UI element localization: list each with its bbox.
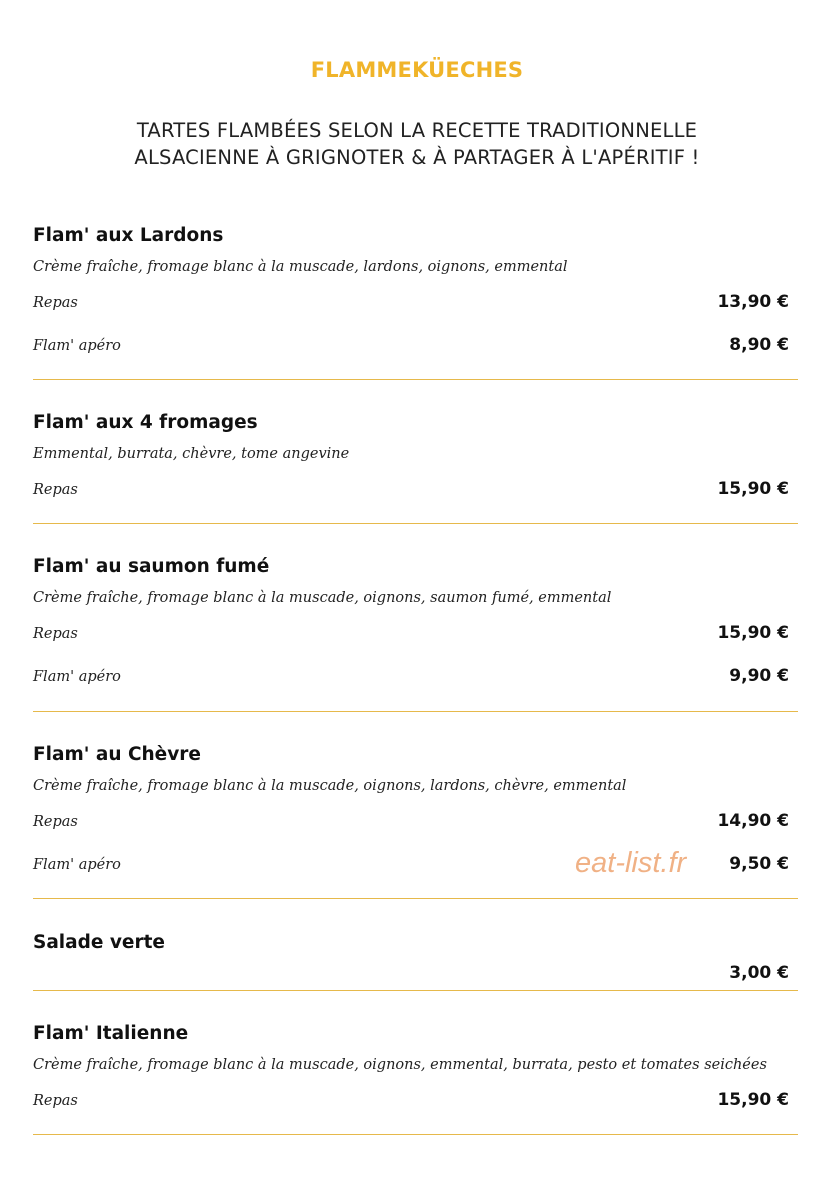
price-value: 15,90 € bbox=[717, 1090, 789, 1110]
item-description: Crème fraîche, fromage blanc à la muscade, oignons, saumon fumé, emmental bbox=[33, 590, 612, 606]
price-row bbox=[33, 335, 798, 362]
price-row bbox=[33, 623, 798, 650]
item-description: Crème fraîche, fromage blanc à la muscade, lardons, oignons, emmental bbox=[33, 259, 568, 275]
price-value: 14,90 € bbox=[717, 811, 789, 831]
price-row bbox=[33, 292, 798, 319]
page-subtitle bbox=[0, 117, 834, 171]
price-row bbox=[33, 666, 798, 693]
page-title: FLAMMEKÜECHES bbox=[310, 58, 524, 82]
menu-item bbox=[33, 412, 798, 524]
price-value: 13,90 € bbox=[717, 292, 789, 312]
price-row bbox=[33, 479, 798, 506]
item-name: Flam' aux 4 fromages bbox=[33, 412, 258, 433]
price-value: 9,90 € bbox=[729, 666, 789, 686]
item-name: Salade verte bbox=[33, 932, 165, 953]
item-description: Emmental, burrata, chèvre, tome angevine bbox=[33, 446, 350, 462]
menu-item bbox=[33, 932, 798, 991]
price-label: Repas bbox=[33, 295, 78, 311]
price-label: Flam' apéro bbox=[33, 338, 121, 354]
price-row bbox=[33, 811, 798, 838]
price-label: Repas bbox=[33, 626, 78, 642]
price-label: Flam' apéro bbox=[33, 669, 121, 685]
subtitle-line-1: TARTES FLAMBÉES SELON LA RECETTE TRADITIONNELLE bbox=[136, 119, 698, 142]
item-name: Flam' au saumon fumé bbox=[33, 556, 270, 577]
price-label: Repas bbox=[33, 1093, 78, 1109]
menu-item bbox=[33, 1023, 798, 1135]
price-value: 8,90 € bbox=[729, 335, 789, 355]
price-value: 15,90 € bbox=[717, 623, 789, 643]
subtitle-line-2: ALSACIENNE À GRIGNOTER & À PARTAGER À L'APÉRITIF ! bbox=[134, 146, 700, 169]
price-label: Repas bbox=[33, 482, 78, 498]
price-value: 15,90 € bbox=[717, 479, 789, 499]
price-value: 9,50 € bbox=[729, 854, 789, 874]
price-row bbox=[33, 1090, 798, 1117]
menu-item bbox=[33, 556, 798, 712]
item-name: Flam' au Chèvre bbox=[33, 744, 201, 765]
item-name: Flam' Italienne bbox=[33, 1023, 189, 1044]
price-label: Flam' apéro bbox=[33, 857, 121, 873]
watermark: eat-list.fr bbox=[575, 847, 687, 879]
price-row bbox=[33, 963, 798, 990]
price-value: 3,00 € bbox=[729, 963, 789, 983]
item-name: Flam' aux Lardons bbox=[33, 225, 224, 246]
price-label: Repas bbox=[33, 814, 78, 830]
item-description: Crème fraîche, fromage blanc à la muscade, oignons, lardons, chèvre, emmental bbox=[33, 778, 627, 794]
menu-item bbox=[33, 225, 798, 380]
item-description: Crème fraîche, fromage blanc à la muscade, oignons, emmental, burrata, pesto et tomates seichées bbox=[33, 1057, 767, 1073]
